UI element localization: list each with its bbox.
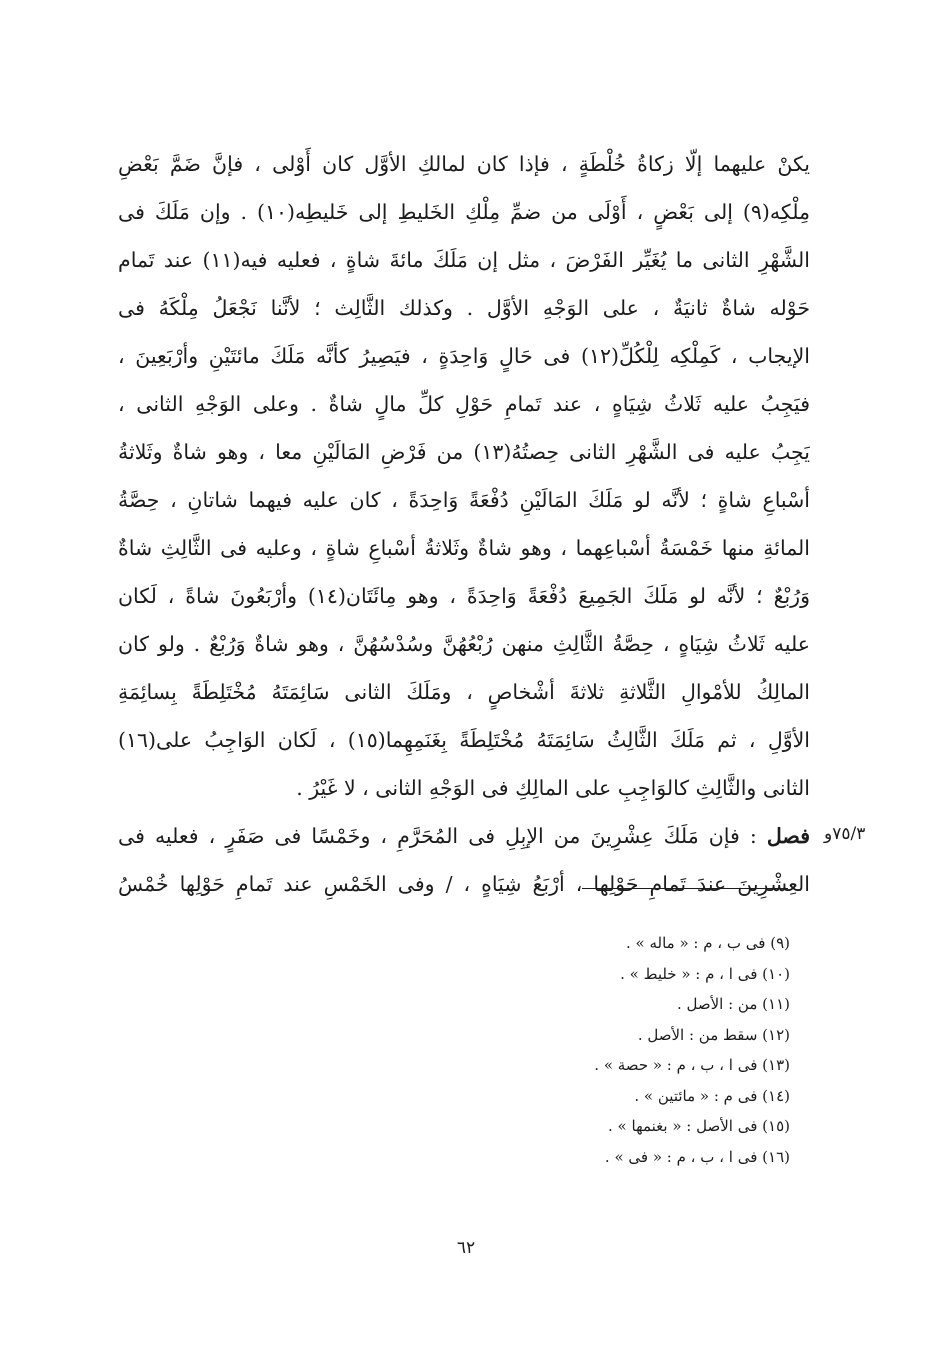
- section-text: : فإن مَلَكَ عِشْرِينَ من الإبِلِ فى المُحَرَّمِ ، وخَمْسًا فى صَفَرٍ ، فعليه فى: [118, 824, 757, 848]
- section-first-line: [118, 812, 810, 860]
- text-line: الأوَّلِ ، ثم مَلَكَ الثَّالِثُ سَائِمَتَهُ مُخْتَلِطَةً بِغَنَمِهِما(١٥) ، لَكان الوَاجِبُ على(١٦): [118, 728, 810, 752]
- footnote-divider: [582, 888, 788, 889]
- margin-page-reference: ٧٥/٣و: [824, 824, 866, 844]
- text-line: عليه ثَلاثُ شِيَاهٍ ، حِصَّةُ الثَّالِثِ منهن رُبْعُهُنَّ وسُدْسُهُنَّ ، وهو شاةٌ وَرُبْعٌ . ولو كان: [118, 632, 810, 656]
- footnote: (١٥) فى الأصل : « بغنمها » .: [608, 1117, 790, 1135]
- footnote: (١١) من : الأصل .: [676, 995, 790, 1013]
- text-line: فيَجِبُ عليه ثَلاثُ شِيَاهٍ ، عند تَمامِ حَوْلِ كلِّ مالٍ شاةٌ . وعلى الوَجْهِ الثانى ،: [118, 392, 810, 416]
- text-line: وَرُبْعٌ ؛ لأنَّه لو مَلَكَ الجَمِيعَ دُفْعَةً وَاحِدَةً ، وهو مِائَتَان(١٤) وأرْبَعُونَ شاةً ، لَكان: [118, 584, 810, 608]
- text-line: يكنْ عليهما إلّا زكاةُ خُلْطَةٍ ، فإذا كان لمالكِ الأوَّل كان أَوْلى ، فإنَّ ضَمَّ بَعْضِ: [118, 152, 810, 176]
- footnote: (١٠) فى ا ، م : « خليط » .: [620, 964, 790, 983]
- text-line: مِلْكِه(٩) إلى بَعْضٍ ، أَوْلَى من ضمِّ مِلْكِ الخَليطِ إلى خَليطِه(١٠) . وإن مَلَكَ فى: [118, 200, 810, 224]
- text-line: الإيجاب ، كَمِلْكِه لِلْكُلِّ(١٢) فى حَالٍ وَاحِدَةٍ ، فيَصِيرُ كأنَّه مَلَكَ مائتَيْنِ وأرْبَعِينَ ،: [118, 344, 810, 368]
- text-line: يَجِبُ عليه فى الشَّهْرِ الثانى حِصتُهُ(١٣) من فَرْضِ المَالَيْنِ معا ، وهو شاةٌ وثَلاثةُ: [118, 440, 810, 464]
- footnote: (١٤) فى م : « مائتين » .: [634, 1086, 790, 1105]
- text-line: المائةِ منها خَمْسَةُ أسْباعِهما ، وهو شاةٌ وثَلاثةُ أسْباعِ شاةٍ ، وعليه فى الثَّالِثِ شاةٌ: [118, 536, 810, 560]
- text-line: أسْباعِ شاةٍ ؛ لأنَّه لو مَلَكَ المَالَيْنِ دُفْعَةً وَاحِدَةً ، كان عليه فيهما شاتانِ ، حِصَّةُ: [118, 488, 810, 512]
- footnote: (١٢) سقط من : الأصل .: [637, 1025, 790, 1044]
- footnotes-block: [420, 928, 790, 1172]
- text-line: الشَّهْرِ الثانى ما يُغَيِّر الفَرْضَ ، مثل إن مَلَكَ مائةَ شاةٍ ، فعليه فيه(١١) عند تَمام: [118, 248, 810, 272]
- main-text-block: [118, 140, 810, 908]
- footnote: (٩) فى ب ، م : « ماله » .: [625, 934, 790, 952]
- page-number: ٦٢: [456, 1238, 476, 1258]
- text-line: الثانى والثَّالِثِ كالوَاجِبِ على المالِكِ فى الوَجْهِ الثانى ، لا غَيْرُ .: [296, 776, 810, 800]
- footnote: (١٣) فى ا ، ب ، م : « حصة » .: [594, 1056, 790, 1074]
- text-line: المالِكُ للأمْوالِ الثَّلاثةِ ثلاثةَ أشْخاصٍ ، ومَلَكَ الثانى سَائِمَتَهُ مُخْتَلِطَةً بِسائِمَةِ: [118, 680, 810, 704]
- section-heading: فصل: [766, 824, 810, 848]
- text-line: حَوْله شاةٌ ثانيَةٌ ، على الوَجْهِ الأوَّل . وكذلك الثَّالِث ؛ لأنَّنا نَجْعَلُ مِلْكَهُ فى: [118, 296, 810, 320]
- footnote: (١٦) فى ا ، ب ، م : « فى » .: [604, 1147, 790, 1166]
- text-line: العِشْرِينَ عندَ تَمامِ حَوْلِها ، أرْبَعُ شِيَاهٍ ، / وفى الخَمْسِ عند تَمامِ حَوْلِها خُمْسُ: [118, 872, 810, 896]
